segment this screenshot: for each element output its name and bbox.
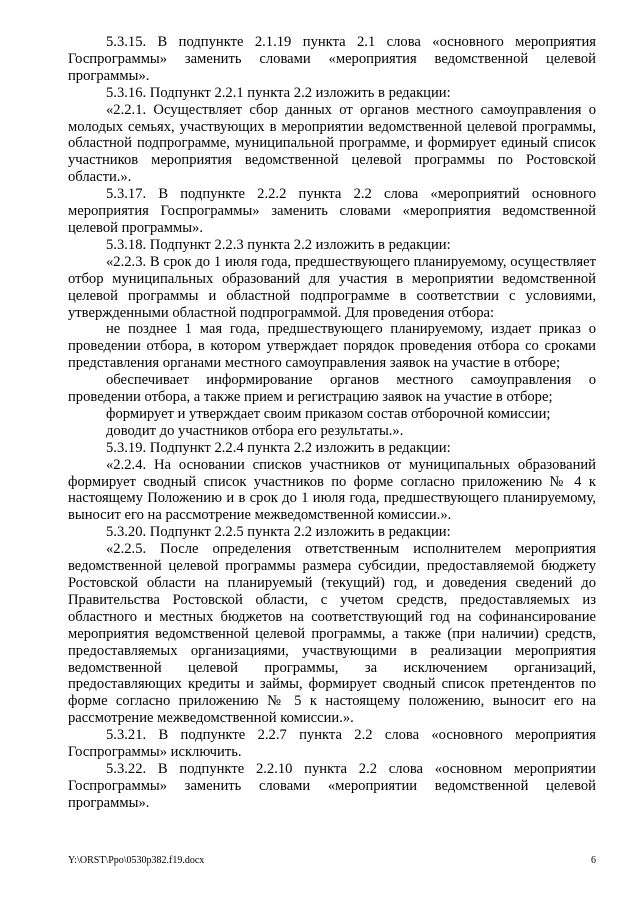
quote-2-2-5: «2.2.5. После определения ответственным исполнителем мероприятия ведомственной целевой программы размера субсидии, предоставляемой бюджету Ростовской области на планируемый (текущий) год, и доведения сведений до Правительства Ростовской области, с учетом средств, предоставляемых из областного и местных бюджетов на соответствующий год на софинансирование мероприятия ведомственной целевой программы, а также (при наличии) средств, предоставляемых организациями, участвующими в реализации мероприятия ведомственной целевой программы, за исключением организаций, предоставляющих кредиты и займы, формирует сводный список претендентов по форме согласно приложению № 5 к настоящему положению, выносит его на рассмотрение межведомственной комиссии.». [68, 541, 596, 727]
footer-file-path: Y:\ORST\Ppo\0530p382.f19.docx [68, 855, 205, 866]
paragraph-5-3-15: 5.3.15. В подпункте 2.1.19 пункта 2.1 слова «основного мероприятия Госпрограммы» заменить словами «мероприятия ведомственной целевой программы». [68, 34, 596, 84]
quote-2-2-3: «2.2.3. В срок до 1 июля года, предшествующего планируемому, осуществляет отбор муниципальных образований для участия в мероприятии ведомственной целевой программы и областной подпрограмме в соответствии с условиями, утвержденными областной подпрограммой. Для проведения отбора: [68, 253, 596, 321]
selection-commission-item: формирует и утверждает своим приказом состав отборочной комиссии; [106, 405, 551, 422]
paragraph-5-3-17: 5.3.17. В подпункте 2.2.2 пункта 2.2 слова «мероприятий основного мероприятия Госпрограммы» заменить словами «мероприятия ведомственной целевой программы». [68, 186, 596, 236]
page-footer [68, 855, 596, 867]
page-number: 6 [591, 855, 596, 866]
document-body [68, 34, 596, 812]
paragraph-5-3-20: 5.3.20. Подпункт 2.2.5 пункта 2.2 изложить в редакции: [106, 524, 451, 541]
quote-2-2-4: «2.2.4. На основании списков участников от муниципальных образований формирует сводный список участников по форме согласно приложению № 4 к настоящему Положению и в срок до 1 июля года, предшествующего планируемому, выносит его на рассмотрение межведомственной комиссии.». [68, 456, 596, 524]
selection-order-item: не позднее 1 мая года, предшествующего планируемому, издает приказ о проведении отбора, в котором утверждает порядок проведения отбора со сроками представления органами местного самоуправления заявок на участие в отборе; [68, 321, 596, 372]
quote-2-2-1: «2.2.1. Осуществляет сбор данных от органов местного самоуправления о молодых семьях, участвующих в мероприятии ведомственной целевой программы, областной подпрограмме, муниципальной программе, и формирует единый список участников мероприятия ведомственной целевой программы по Ростовской области.». [68, 101, 596, 186]
paragraph-5-3-16: 5.3.16. Подпункт 2.2.1 пункта 2.2 изложить в редакции: [106, 84, 451, 101]
paragraph-5-3-21: 5.3.21. В подпункте 2.2.7 пункта 2.2 слова «основного мероприятия Госпрограммы» исключить. [68, 727, 596, 761]
paragraph-5-3-19: 5.3.19. Подпункт 2.2.4 пункта 2.2 изложить в редакции: [106, 439, 451, 456]
paragraph-5-3-18: 5.3.18. Подпункт 2.2.3 пункта 2.2 изложить в редакции: [106, 236, 451, 253]
paragraph-5-3-22: 5.3.22. В подпункте 2.2.10 пункта 2.2 слова «основном мероприятии Госпрограммы» заменить словами «мероприятии ведомственной целевой программы». [68, 760, 596, 811]
selection-informing-item: обеспечивает информирование органов местного самоуправления о проведении отбора, а также прием и регистрацию заявок на участие в отборе; [68, 372, 596, 406]
selection-results-item: доводит до участников отбора его результаты.». [106, 422, 404, 439]
